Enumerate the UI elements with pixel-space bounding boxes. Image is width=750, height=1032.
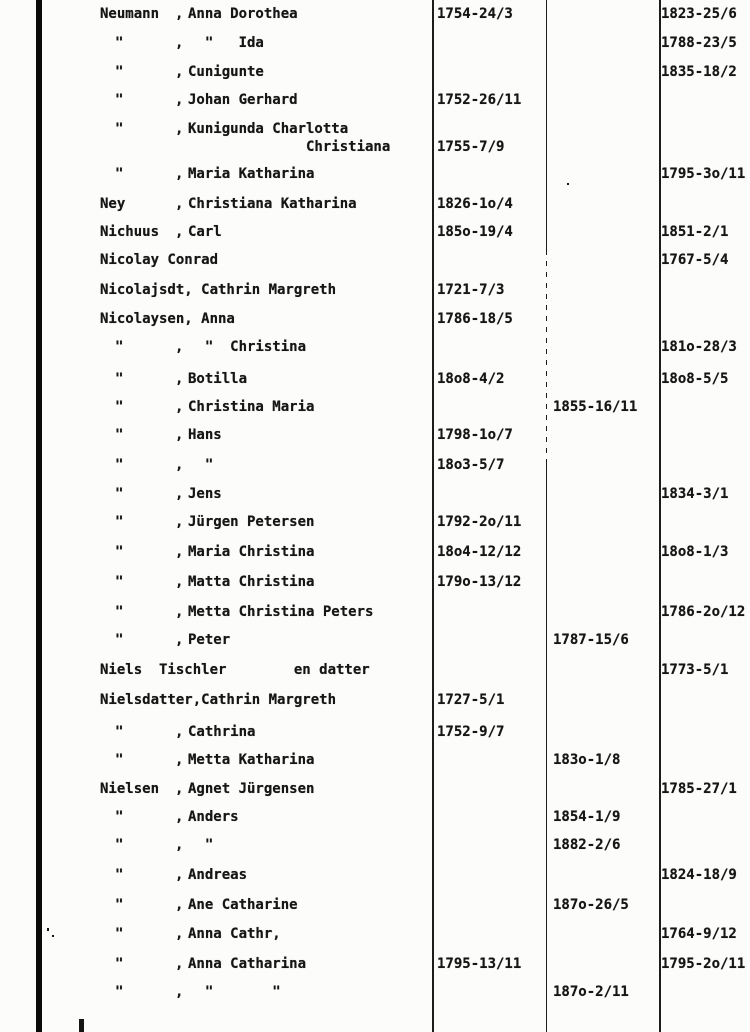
date-col1-cell: 1795-13/11 — [437, 956, 522, 972]
given-name-cell: Metta Katharina — [188, 752, 315, 768]
surname-cell: " — [115, 339, 124, 355]
surname-cell: " — [115, 724, 124, 740]
date-col1-cell: 179o-13/12 — [437, 574, 522, 590]
table-row — [0, 122, 750, 169]
separator-comma: , — [175, 427, 184, 443]
given-name-cell: Agnet Jürgensen — [188, 781, 315, 797]
table-row — [0, 93, 750, 122]
surname-cell: " — [115, 399, 124, 415]
date-col2-cell: 1854-1/9 — [553, 809, 621, 825]
surname-cell: " — [115, 544, 124, 560]
surname-cell: " — [115, 574, 124, 590]
date-col3-cell: 1773-5/1 — [661, 662, 729, 678]
table-row — [0, 7, 750, 36]
surname-cell: " — [115, 632, 124, 648]
date-col1-cell: 1786-18/5 — [437, 311, 513, 327]
date-col1-cell: 1721-7/3 — [437, 282, 505, 298]
given-name-cell: Anna Dorothea — [188, 6, 298, 22]
date-col1-cell: 1826-1o/4 — [437, 196, 513, 212]
separator-comma: , — [175, 166, 184, 182]
separator-comma: , — [175, 339, 184, 355]
date-col3-cell: 1823-25/6 — [661, 6, 737, 22]
table-row — [0, 898, 750, 927]
given-name-cell: " — [188, 457, 214, 473]
separator-comma: , — [175, 196, 184, 212]
separator-comma: , — [175, 486, 184, 502]
date-col1-cell: 1754-24/3 — [437, 6, 513, 22]
given-name-cell: Cunigunte — [188, 64, 264, 80]
surname-cell: " — [115, 457, 124, 473]
date-col1-cell: 18o8-4/2 — [437, 371, 505, 387]
surname-cell: Nicolajsdt, Cathrin Margreth — [100, 282, 337, 298]
table-row — [0, 575, 750, 604]
given-name-cell: Kunigunda Charlotta — [188, 121, 349, 137]
separator-comma: , — [175, 544, 184, 560]
table-row — [0, 605, 750, 634]
date-col3-cell: 1788-23/5 — [661, 35, 737, 51]
separator-comma: , — [175, 781, 184, 797]
date-col3-cell: 1785-27/1 — [661, 781, 737, 797]
given-name-cell: Metta Christina Peters — [188, 604, 374, 620]
separator-comma: , — [175, 371, 184, 387]
surname-cell: " — [115, 926, 124, 942]
table-row — [0, 927, 750, 956]
surname-cell: Nicolay Conrad — [100, 252, 219, 268]
separator-comma: , — [175, 574, 184, 590]
separator-comma: , — [175, 984, 184, 1000]
date-col3-cell: 1851-2/1 — [661, 224, 729, 240]
given-name-cell: Hans — [188, 427, 222, 443]
separator-comma: , — [175, 724, 184, 740]
given-name-cell: Carl — [188, 224, 222, 240]
table-row — [0, 458, 750, 487]
surname-cell: " — [115, 984, 124, 1000]
separator-comma: , — [175, 867, 184, 883]
separator-comma: , — [175, 35, 184, 51]
date-col3-cell: 1835-18/2 — [661, 64, 737, 80]
table-row — [0, 372, 750, 401]
date-col1-cell: 1792-2o/11 — [437, 514, 522, 530]
separator-comma: , — [175, 926, 184, 942]
given-name-cell: " Ida — [188, 35, 264, 51]
given-name-cell: Maria Katharina — [188, 166, 315, 182]
table-row — [0, 693, 750, 722]
table-row — [0, 515, 750, 544]
given-name-cell: Johan Gerhard — [188, 92, 298, 108]
date-col1-cell: 1752-26/11 — [437, 92, 522, 108]
surname-cell: " — [115, 35, 124, 51]
surname-cell: " — [115, 486, 124, 502]
table-row — [0, 753, 750, 782]
given-name-cell: Cathrina — [188, 724, 256, 740]
date-col1-cell: 1752-9/7 — [437, 724, 505, 740]
date-col1-cell: 18o4-12/12 — [437, 544, 522, 560]
date-col1-cell: 185o-19/4 — [437, 224, 513, 240]
surname-cell: Neumann — [100, 6, 160, 22]
surname-cell: " — [115, 166, 124, 182]
given-name-cell: Peter — [188, 632, 231, 648]
given-name-cell: Christiana Katharina — [188, 196, 357, 212]
date-col2-cell: 1787-15/6 — [553, 632, 629, 648]
table-row — [0, 65, 750, 94]
separator-comma: , — [175, 837, 184, 853]
surname-cell: " — [115, 604, 124, 620]
date-col3-cell: 18o8-1/3 — [661, 544, 729, 560]
table-row — [0, 225, 750, 254]
date-col3-cell: 1767-5/4 — [661, 252, 729, 268]
date-col3-cell: 1764-9/12 — [661, 926, 737, 942]
given-name-cell: Botilla — [188, 371, 248, 387]
given-name-line2: Christiana — [306, 139, 391, 155]
given-name-cell: Jens — [188, 486, 222, 502]
separator-comma: , — [175, 224, 184, 240]
separator-comma: , — [175, 897, 184, 913]
given-name-cell: Matta Christina — [188, 574, 315, 590]
separator-comma: , — [175, 809, 184, 825]
surname-cell: " — [115, 121, 124, 137]
table-row — [0, 663, 750, 692]
date-col1-cell: 1798-1o/7 — [437, 427, 513, 443]
given-name-cell: Jürgen Petersen — [188, 514, 315, 530]
surname-cell: Ney — [100, 196, 126, 212]
surname-cell: " — [115, 427, 124, 443]
separator-comma: , — [175, 457, 184, 473]
table-row — [0, 197, 750, 226]
separator-comma: , — [175, 956, 184, 972]
table-row — [0, 838, 750, 867]
given-name-cell: " — [188, 837, 214, 853]
separator-comma: , — [175, 632, 184, 648]
table-row — [0, 340, 750, 369]
separator-comma: , — [175, 6, 184, 22]
date-col2-cell: 187o-26/5 — [553, 897, 629, 913]
surname-cell: " — [115, 514, 124, 530]
given-name-cell: Anna Catharina — [188, 956, 307, 972]
surname-cell: " — [115, 752, 124, 768]
date-col2-cell: 187o-2/11 — [553, 984, 629, 1000]
table-row — [0, 545, 750, 574]
table-row — [0, 428, 750, 457]
table-row — [0, 400, 750, 429]
surname-cell: " — [115, 837, 124, 853]
table-row — [0, 487, 750, 516]
separator-comma: , — [175, 752, 184, 768]
table-row — [0, 167, 750, 196]
given-name-cell: Maria Christina — [188, 544, 315, 560]
separator-comma: , — [175, 121, 184, 137]
date-col2-cell: 1882-2/6 — [553, 837, 621, 853]
surname-cell: " — [115, 867, 124, 883]
date-col3-cell: 18o8-5/5 — [661, 371, 729, 387]
table-row — [0, 312, 750, 341]
date-col1-cell: 1755-7/9 — [437, 139, 505, 155]
surname-cell: Nichuus — [100, 224, 160, 240]
date-col2-cell: 1855-16/11 — [553, 399, 638, 415]
table-row — [0, 36, 750, 65]
table-row — [0, 782, 750, 811]
date-col3-cell: 1786-2o/12 — [661, 604, 746, 620]
surname-cell: Niels Tischler en datter — [100, 662, 370, 678]
given-name-cell: " " — [188, 984, 281, 1000]
given-name-cell: Anna Cathr, — [188, 926, 281, 942]
separator-comma: , — [175, 514, 184, 530]
given-name-cell: Ane Catharine — [188, 897, 298, 913]
date-col3-cell: 181o-28/3 — [661, 339, 737, 355]
surname-cell: " — [115, 956, 124, 972]
table-row — [0, 810, 750, 839]
date-col3-cell: 1795-2o/11 — [661, 956, 746, 972]
surname-cell: " — [115, 92, 124, 108]
separator-comma: , — [175, 92, 184, 108]
table-row — [0, 725, 750, 754]
date-col3-cell: 1824-18/9 — [661, 867, 737, 883]
table-row — [0, 868, 750, 897]
given-name-cell: Christina Maria — [188, 399, 315, 415]
given-name-cell: Anders — [188, 809, 239, 825]
date-col2-cell: 183o-1/8 — [553, 752, 621, 768]
surname-cell: Nielsen — [100, 781, 160, 797]
table-row — [0, 633, 750, 662]
surname-cell: Nicolaysen, Anna — [100, 311, 235, 327]
table-row — [0, 985, 750, 1014]
surname-cell: " — [115, 371, 124, 387]
date-col1-cell: 18o3-5/7 — [437, 457, 505, 473]
surname-cell: Nielsdatter,Cathrin Margreth — [100, 692, 337, 708]
separator-comma: , — [175, 604, 184, 620]
date-col3-cell: 1795-3o/11 — [661, 166, 746, 182]
table-row — [0, 283, 750, 312]
table-row — [0, 253, 750, 282]
surname-cell: " — [115, 897, 124, 913]
given-name-cell: " Christina — [188, 339, 307, 355]
date-col1-cell: 1727-5/1 — [437, 692, 505, 708]
table-row — [0, 957, 750, 986]
date-col3-cell: 1834-3/1 — [661, 486, 729, 502]
separator-comma: , — [175, 64, 184, 80]
surname-cell: " — [115, 809, 124, 825]
separator-comma: , — [175, 399, 184, 415]
surname-cell: " — [115, 64, 124, 80]
given-name-cell: Andreas — [188, 867, 248, 883]
